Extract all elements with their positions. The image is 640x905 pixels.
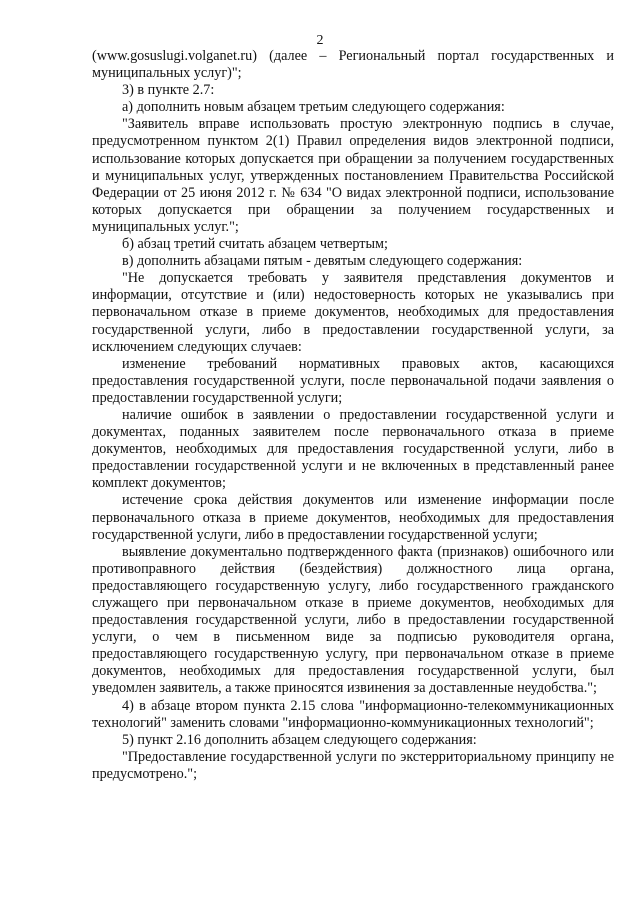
page-number: 2 [316, 33, 324, 48]
paragraph: 4) в абзаце втором пункта 2.15 слова "информационно-телекоммуникационных технологий" заменить словами "информационно-коммуникационных технологий"; [92, 697, 614, 731]
paragraph: "Предоставление государственной услуги по экстерриториальному принципу не предусмотрено."; [92, 748, 614, 782]
paragraph: б) абзац третий считать абзацем четвертым; [122, 236, 388, 253]
paragraph: (www.gosuslugi.volganet.ru) (далее – Региональный портал государственных и муниципальных услуг)"; [92, 48, 614, 82]
paragraph: 3) в пункте 2.7: [122, 82, 215, 99]
paragraph: выявление документально подтвержденного факта (признаков) ошибочного или противоправного действия (бездействия) должностного лица органа, предоставляющего государственную услугу, либо государственного гражданского служащего при первоначальном отказе в приеме документов, необходимых для предоставления государственной услуги, либо в предоставлении государственной услуги, о чем в письменном виде за подписью руководителя органа, предоставляющего государственную услугу, при первоначальном отказе в приеме документов, необходимых для предоставления государственной услуги, был уведомлен заявитель, а также приносятся извинения за доставленные неудобства."; [92, 543, 614, 697]
paragraph: "Не допускается требовать у заявителя представления документов и информации, отсутствие и (или) недостоверность которых не указывались при первоначальном отказе в приеме документов, необходимых для предоставления государственной услуги, либо в предоставлении государственной услуги, за исключением следующих случаев: [92, 270, 614, 355]
paragraph: а) дополнить новым абзацем третьим следующего содержания: [122, 99, 505, 116]
document-body [92, 48, 614, 783]
paragraph: изменение требований нормативных правовых актов, касающихся предоставления государственной услуги, после первоначальной подачи заявления о предоставлении государственной услуги; [92, 355, 614, 406]
paragraph: в) дополнить абзацами пятым - девятым следующего содержания: [122, 253, 523, 270]
paragraph: истечение срока действия документов или изменение информации после первоначального отказа в приеме документов, необходимых для предоставления государственной услуги, либо в предоставлении государственной услуги; [92, 492, 614, 543]
paragraph: "Заявитель вправе использовать простую электронную подпись в случае, предусмотренном пунктом 2(1) Правил определения видов электронной подписи, использование которых допускается при обращении за получением государственных и муниципальных услуг, утвержденных постановлением Правительства Российской Федерации от 25 июня 2012 г. № 634 "О видах электронной подписи, использование которых допускается при обращении за получением государственных и муниципальных услуг."; [92, 116, 614, 235]
paragraph: наличие ошибок в заявлении о предоставлении государственной услуги и документах, поданных заявителем после первоначального отказа в приеме документов, необходимых для предоставления государственной услуги, либо в предоставлении государственной услуги и не включенных в представленный ранее комплект документов; [92, 406, 614, 492]
paragraph: 5) пункт 2.16 дополнить абзацем следующего содержания: [122, 731, 477, 748]
